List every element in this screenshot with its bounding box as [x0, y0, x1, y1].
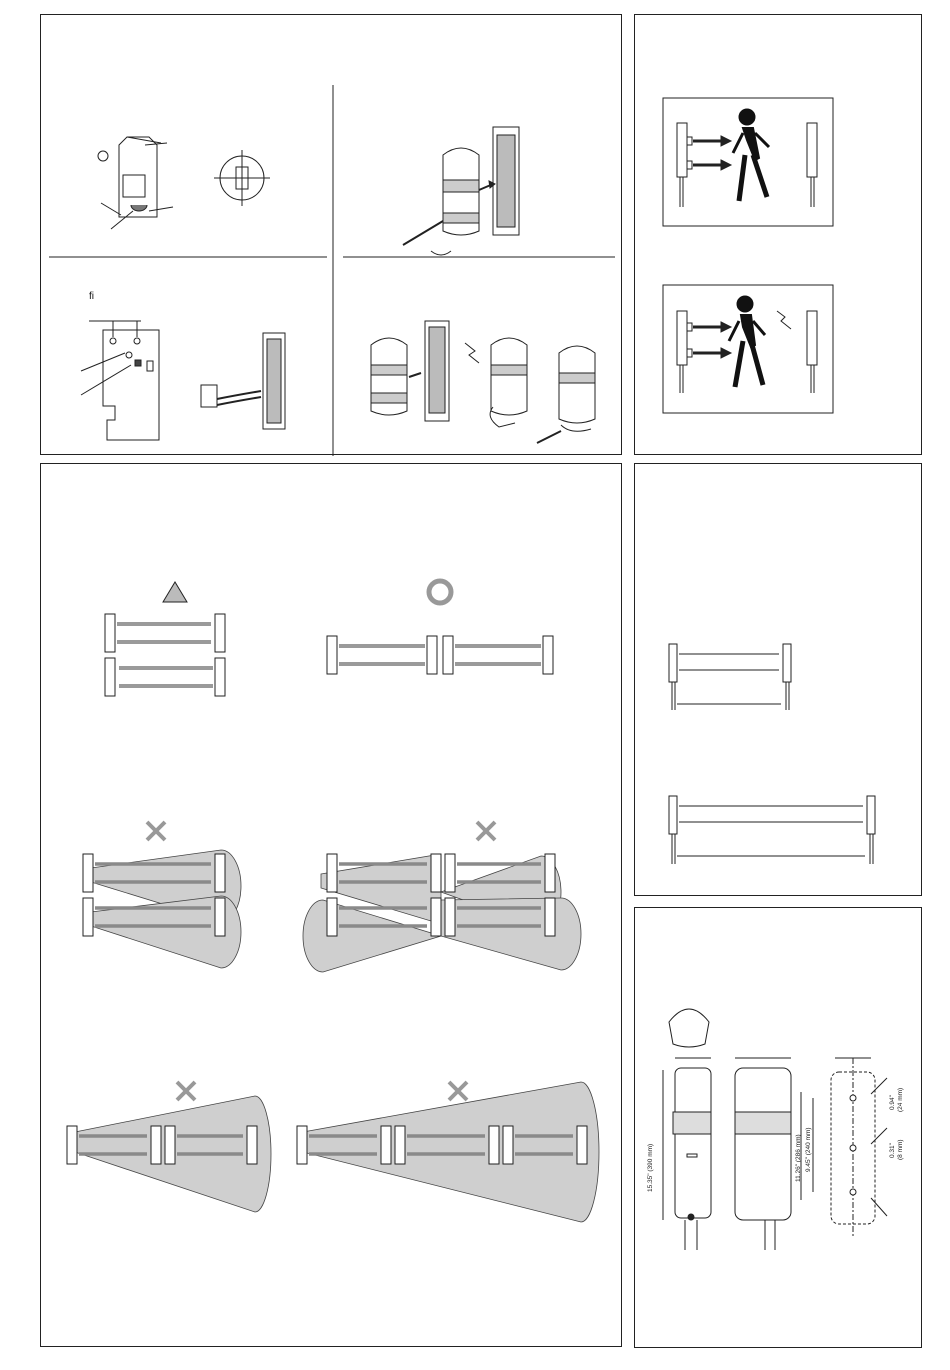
detection-illustrations — [635, 15, 923, 456]
circle-ok-icon — [429, 581, 451, 603]
wiring-drawing — [201, 333, 285, 429]
dim-total-height: 15.35" (390 mm) — [647, 1143, 654, 1192]
dim-hole-pitch-a: 11.26" (286 mm) — [795, 1134, 802, 1182]
dim-hole-dia-a-mm: (24 mm) — [897, 1087, 904, 1112]
ligature-mark: ﬁ — [89, 291, 94, 302]
setup-illustrations — [41, 15, 623, 456]
cover-mount-drawing — [371, 321, 595, 443]
detection-panel — [634, 14, 922, 455]
triangle-caution-icon — [163, 582, 187, 602]
sensor-head-drawing — [98, 137, 173, 229]
dimension-drawings — [635, 908, 923, 1349]
distance-illustrations — [635, 464, 923, 897]
dim-hole-dia-b-mm: (8 mm) — [897, 1139, 904, 1160]
stacking-panel — [40, 463, 622, 1347]
dim-hole-dia-a: 0.94" — [889, 1095, 896, 1110]
distance-panel — [634, 463, 922, 896]
dim-hole-dia-b: 0.31" — [889, 1143, 896, 1158]
setup-panel — [40, 14, 622, 455]
stacking-illustrations — [41, 464, 623, 1348]
terminal-board-drawing — [81, 321, 159, 440]
cover-removal-drawing — [403, 127, 519, 255]
dim-hole-pitch-b: 9.45" (240 mm) — [805, 1127, 812, 1172]
alignment-scope-icon — [214, 150, 270, 206]
dimensions-panel — [634, 907, 922, 1348]
